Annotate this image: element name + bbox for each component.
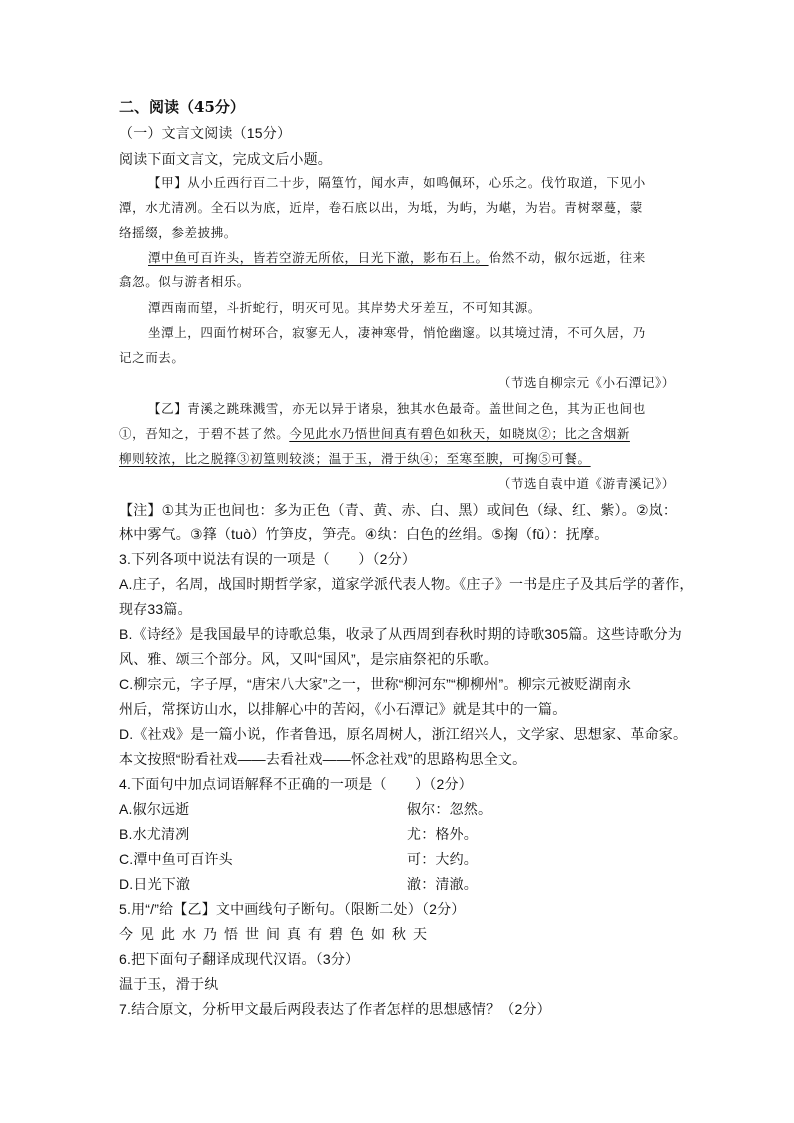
q3-option-c-2: 州后，常探访山水，以排解心中的苦闷，《小石潭记》就是其中的一篇。 [119,701,567,717]
instruction: 阅读下面文言文，完成文后小题。 [119,151,332,167]
q4-option-d-explain: 澈：清澈。 [407,876,478,892]
q4-stem: 4.下面句中加点词语解释不正确的一项是（ ）（2分） [119,776,473,792]
note-line-1: 【注】①其为正也间也：多为正色（青、黄、赤、白、黑）或间色（绿、红、紫）。②岚： [119,502,678,518]
q4-option-c [119,849,478,869]
q4-option-a-explain: 俶尔：忽然。 [407,801,493,817]
jia-source: （节选自柳宗元《小石潭记》） [497,375,675,390]
q3-option-d-1: D.《社戏》是一篇小说，作者鲁迅，原名周树人，浙江绍兴人，文学家、思想家、革命家。 [119,726,688,742]
jia-para-2 [148,248,646,268]
q4-option-c-sentence: C.潭中鱼可百许头 [119,851,233,867]
q3-stem: 3.下列各项中说法有误的一项是（ ）（2分） [119,551,417,567]
q4-option-d [119,874,478,894]
jia-para-4-line-1: 坐潭上，四面竹树环合，寂寥无人，凄神寒骨，悄怆幽邃。以其境过清，不可久居，乃 [148,325,646,340]
q3-option-a-2: 现存33篇。 [119,601,192,617]
q3-option-b-1: B.《诗经》是我国最早的诗歌总集，收录了从西周到春秋时期的诗歌305篇。这些诗歌分为 [119,626,682,642]
yi-line-2 [119,424,630,444]
q3-option-d-2: 本文按照“盼看社戏——去看社戏——怀念社戏”的思路构思全文。 [119,751,527,767]
jia-para-2-rest: 佁然不动，俶尔远逝，往来 [488,250,646,265]
yi-line-1: 【乙】青溪之跳珠溅雪，亦无以异于诸泉，独其水色最奇。盖世间之色，其为正也间也 [148,401,646,416]
jia-line-1: 【甲】从小丘西行百二十步，隔篁竹，闻水声，如鸣佩环，心乐之。伐竹取道，下见小 [148,175,646,190]
q4-option-c-explain: 可：大约。 [407,851,478,867]
q7-stem: 7.结合原文，分析甲文最后两段表达了作者怎样的思想感情？（2分） [119,1001,551,1017]
jia-line-2: 潭，水尤清冽。全石以为底，近岸，卷石底以出，为坻，为屿，为嵁，为岩。青树翠蔓，蒙 [119,200,644,215]
sub-title: （一）文言文阅读（15分） [119,125,292,141]
jia-para-4-line-2: 记之而去。 [119,350,185,365]
yi-underlined-sentence: 今见此水乃悟世间真有碧色如秋天，如晓岚②；比之含烟新 [289,426,630,441]
q3-option-b-2: 风、雅、颂三个部分。风，又叫“国风”，是宗庙祭祀的乐歌。 [119,651,498,667]
q5-sentence: 今见此水乃悟世间真有碧色如秋天 [119,926,434,942]
note-line-2: 林中雾气。③箨（tuò）竹笋皮，笋壳。④纨：白色的丝绢。⑤掬（fǔ）：抚摩。 [119,526,609,542]
q6-stem: 6.把下面句子翻译成现代汉语。（3分） [119,951,360,967]
yi-line-3: 柳则较浓，比之脱箨③初篁则较淡；温于玉，滑于纨④；至寒至腴，可掬⑤可餐。 [119,451,591,466]
q3-option-c-1: C.柳宗元，字子厚，“唐宋八大家”之一，世称“柳河东”“柳柳州”。柳宗元被贬湖南永 [119,676,632,692]
section-title: 二、阅读（45分） [119,98,245,116]
yi-line-2-plain: ①，吾知之，于碧不甚了然。 [119,426,290,441]
q3-option-a-1: A.庄子，名周，战国时期哲学家，道家学派代表人物。《庄子》一书是庄子及其后学的著作， [119,576,694,592]
q4-option-b [119,824,478,844]
q4-option-a [119,799,493,819]
jia-para-2-line-2: 翕忽。似与游者相乐。 [119,274,251,289]
q5-stem: 5.用“/”给【乙】文中画线句子断句。（限断二处）（2分） [119,901,466,917]
q4-option-b-explain: 尤：格外。 [407,826,478,842]
yi-source: （节选自袁中道《游青溪记》） [497,476,675,491]
q4-option-d-sentence: D.日光下澈 [119,876,191,892]
q4-option-a-sentence: A.俶尔远逝 [119,801,190,817]
jia-line-3: 络摇缀，参差披拂。 [119,225,237,240]
jia-underlined-sentence: 潭中鱼可百许头，皆若空游无所依，日光下澈，影布石上。 [148,250,489,265]
q4-option-b-sentence: B.水尤清冽 [119,826,190,842]
q6-sentence: 温于玉，滑于纨 [119,976,219,992]
jia-para-3: 潭西南而望，斗折蛇行，明灭可见。其岸势犬牙差互，不可知其源。 [148,300,542,315]
